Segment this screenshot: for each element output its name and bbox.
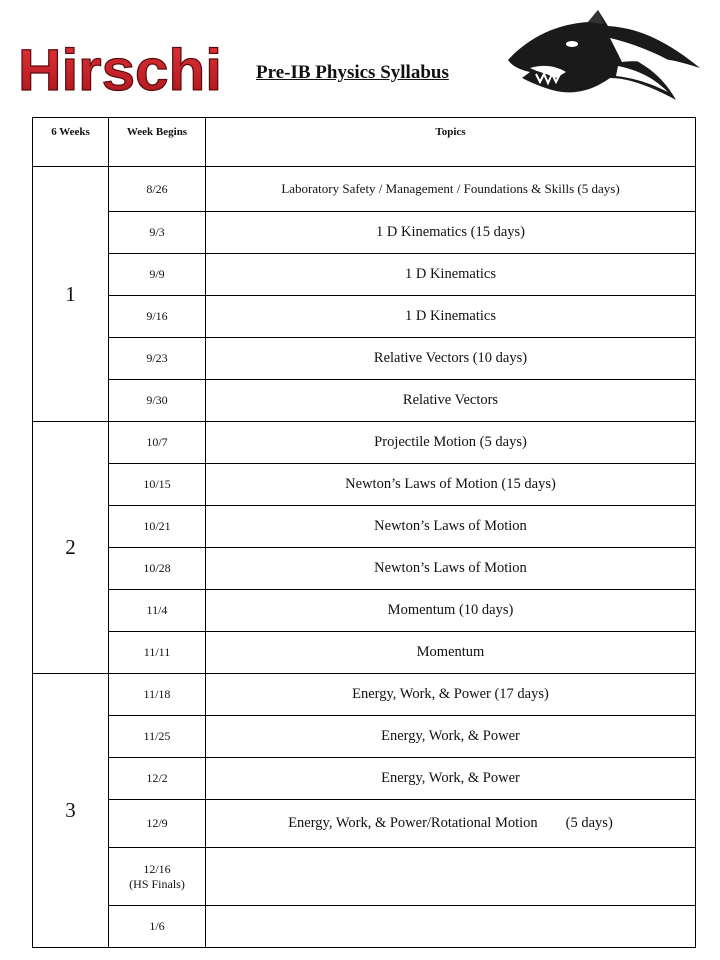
week-cell: 10/7 [109, 422, 206, 464]
six-weeks-cell: 3 [33, 674, 109, 948]
week-cell: 11/4 [109, 590, 206, 632]
topic-cell: Energy, Work, & Power [206, 716, 696, 758]
topic-cell: 1 D Kinematics [206, 254, 696, 296]
topic-cell: Energy, Work, & Power (17 days) [206, 674, 696, 716]
col-header-six-weeks: 6 Weeks [33, 118, 109, 167]
six-weeks-cell: 1 [33, 167, 109, 422]
table-row [33, 548, 696, 590]
table-row [33, 380, 696, 422]
topic-cell: 1 D Kinematics (15 days) [206, 212, 696, 254]
week-cell: 9/16 [109, 296, 206, 338]
week-cell: 12/9 [109, 800, 206, 848]
table-row [33, 212, 696, 254]
table-row [33, 800, 696, 848]
table-row [33, 590, 696, 632]
table-row [33, 254, 696, 296]
table-row [33, 506, 696, 548]
topic-cell: Newton’s Laws of Motion [206, 548, 696, 590]
week-cell: 9/9 [109, 254, 206, 296]
six-weeks-cell: 2 [33, 422, 109, 674]
topic-cell: Relative Vectors (10 days) [206, 338, 696, 380]
table-row [33, 422, 696, 464]
week-cell [109, 848, 206, 906]
topic-duration: (5 days) [565, 815, 613, 831]
topic-cell: Projectile Motion (5 days) [206, 422, 696, 464]
topic-cell: Momentum [206, 632, 696, 674]
table-row [33, 906, 696, 948]
topic-text: Energy, Work, & Power/Rotational Motion [288, 815, 538, 831]
table-row [33, 848, 696, 906]
table-row [33, 716, 696, 758]
husky-mascot-icon [500, 8, 705, 108]
hirschi-logo [16, 36, 226, 102]
topic-cell: Relative Vectors [206, 380, 696, 422]
topic-cell [206, 848, 696, 906]
week-cell: 9/3 [109, 212, 206, 254]
week-date: 12/16 [143, 861, 171, 876]
week-cell: 11/25 [109, 716, 206, 758]
topic-cell: Momentum (10 days) [206, 590, 696, 632]
topic-cell [206, 800, 696, 848]
topic-cell: Energy, Work, & Power [206, 758, 696, 800]
topic-cell [206, 906, 696, 948]
table-row [33, 758, 696, 800]
week-cell: 1/6 [109, 906, 206, 948]
syllabus-table [32, 117, 696, 948]
table-row [33, 167, 696, 212]
week-cell: 12/2 [109, 758, 206, 800]
table-row [33, 338, 696, 380]
topic-cell: Newton’s Laws of Motion (15 days) [206, 464, 696, 506]
page-title: Pre-IB Physics Syllabus [256, 62, 449, 83]
col-header-topics: Topics [206, 118, 696, 167]
week-cell: 10/15 [109, 464, 206, 506]
week-cell: 8/26 [109, 167, 206, 212]
week-cell: 9/23 [109, 338, 206, 380]
week-cell: 11/18 [109, 674, 206, 716]
week-cell: 9/30 [109, 380, 206, 422]
week-cell: 11/11 [109, 632, 206, 674]
topic-cell: 1 D Kinematics [206, 296, 696, 338]
topic-cell: Laboratory Safety / Management / Foundations & Skills (5 days) [206, 167, 696, 212]
week-cell: 10/21 [109, 506, 206, 548]
table-row [33, 296, 696, 338]
table-row [33, 632, 696, 674]
col-header-week-begins: Week Begins [109, 118, 206, 167]
table-row [33, 464, 696, 506]
week-cell: 10/28 [109, 548, 206, 590]
table-row [33, 674, 696, 716]
topic-cell: Newton’s Laws of Motion [206, 506, 696, 548]
logo-text: Hirschi [18, 38, 222, 102]
week-note: (HS Finals) [129, 876, 185, 891]
table-header-row [33, 118, 696, 167]
